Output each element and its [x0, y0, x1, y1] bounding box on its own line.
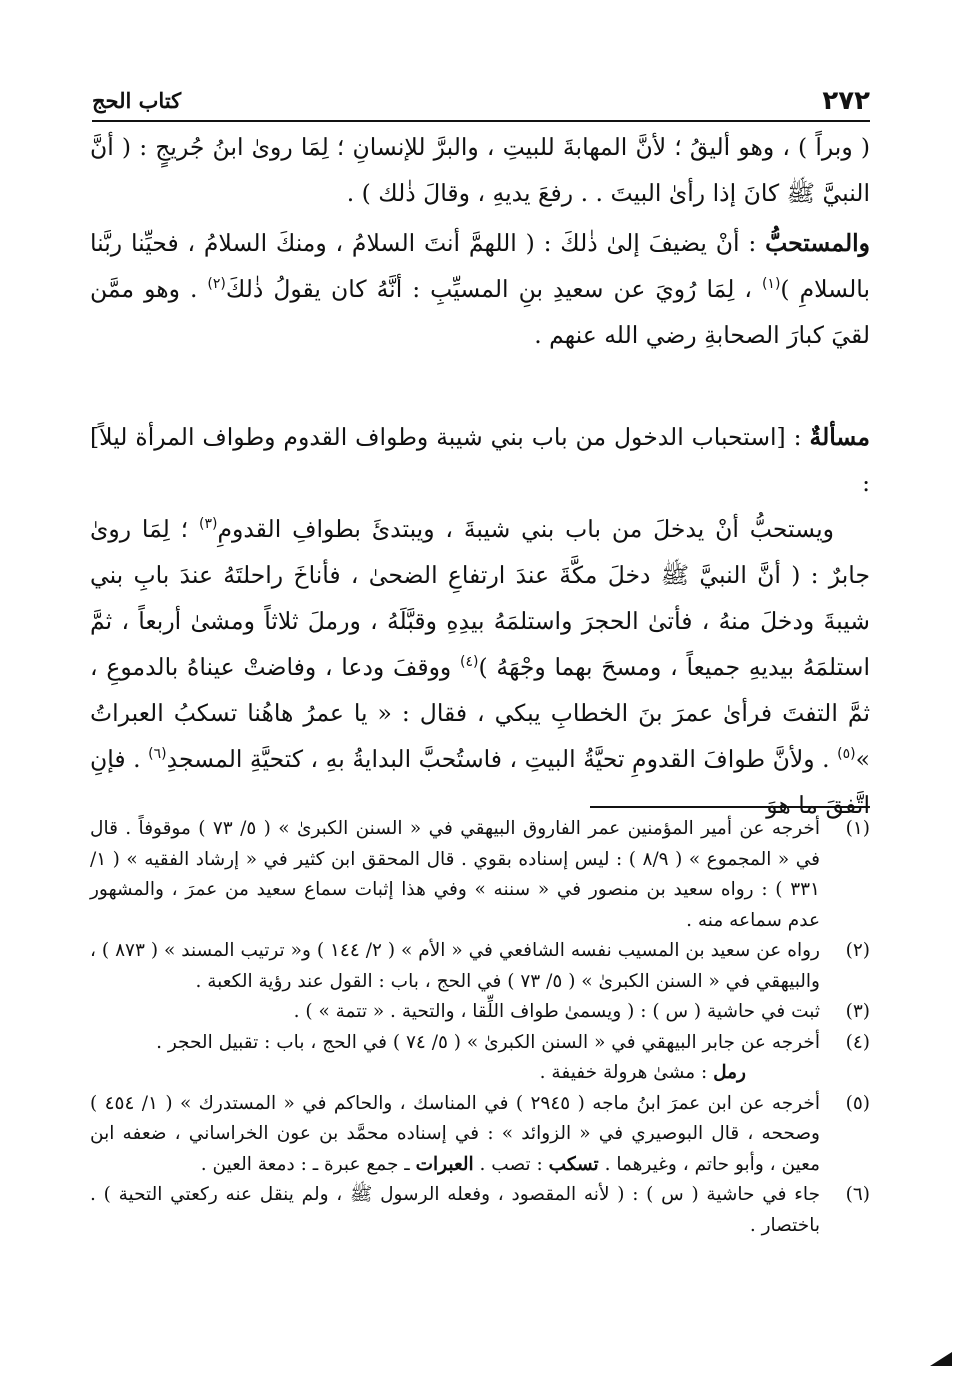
- footnote-number: (٣): [845, 1001, 870, 1022]
- footnote-text-a: أخرجه عن ابن عمرَ ابنُ ماجه ( ٢٩٤٥ ) في المناسك ، والحاكم في « المستدرك » ( ١/ ٤٥٤ ) وصححه ، قال البوصيري في « الزوائد » : في إسناده محمَّد بن عون الخراساني ، ضعفه ابن معين ، وأبو حاتم ، وغيرهما .: [90, 1092, 820, 1175]
- footnote-number: (١): [845, 818, 870, 839]
- paragraph-3-text-a: ويستحبُّ أنْ يدخلَ من باب بني شيبةَ ، ويبتدئَ بطوافِ القدومِ: [217, 515, 834, 543]
- footnote-separator: [590, 806, 870, 808]
- footnote-number: (٥): [845, 1092, 870, 1114]
- footnote-6: [90, 1180, 870, 1241]
- page-header: [92, 84, 870, 122]
- masala-heading: [90, 414, 870, 506]
- footnote-4: [90, 1028, 870, 1089]
- masala-title: : [استحباب الدخول من باب بني شيبة وطواف القدوم وطواف المرأة ليلاً] :: [90, 423, 870, 497]
- page-corner-mark: [930, 1352, 952, 1366]
- footnote-4-gloss: [90, 1058, 820, 1089]
- gloss-text: : مشىٰ هرولة خفيفة .: [539, 1062, 714, 1083]
- running-title: كتاب الحج: [92, 88, 182, 113]
- footnote-text: أخرجه عن أمير المؤمنين عمر الفاروق البيهقي في « السنن الكبرىٰ » ( ٥/ ٧٣ ) موقوفاً . قال في « المجموع » ( ٨/٩ ) : ليس إسناده بقوي . قال المحقق ابن كثير في « إرشاد الفقيه » ( ١/ ٣٣١ ) : رواه سعيد بن منصور في « سننه » وفي هذا إثبات سماع سعيد من عمرَ ، والمشهور عدم سماعه منه .: [90, 818, 820, 931]
- paragraph-2-text-a: : أنْ يضيفَ إلىٰ ذٰلكَ : ( اللهمَّ أنتَ السلامُ ، ومنكَ السلامُ ، فحيِّنا ربَّنا بالسلامِ ): [90, 229, 870, 303]
- gloss-label-2: العبرات: [415, 1153, 474, 1175]
- paragraph-2: [90, 220, 870, 358]
- paragraph-2-text-c: . وهو ممَّن لقيَ كبارَ الصحابةِ رضي الله عنهم .: [90, 275, 870, 349]
- page-number: ٢٧٢: [822, 86, 870, 116]
- paragraph-1: ( وبراً ) ، وهو أليقُ ؛ لأنَّ المهابةَ للبيتِ ، والبرَّ للإنسانِ ؛ لِمَا روىٰ ابنُ جُريجٍ : ( أنَّ النبيَّ ﷺ كانَ إذا رأىٰ البيتَ . . رفعَ يديهِ ، وقالَ ذٰلك ) .: [90, 133, 870, 207]
- footnote-ref-1[interactable]: (١): [761, 276, 781, 293]
- footnote-2: [90, 936, 870, 997]
- footnote-text: أخرجه عن جابر البيهقي في « السنن الكبرىٰ » ( ٥/ ٧٤ ) في الحج ، باب : تقبيل الحجر .: [156, 1031, 820, 1053]
- footnote-1: [90, 814, 870, 936]
- paragraph-3-text-c: ووقفَ ودعا ، وفاضتْ عيناهُ بالدموعِ ، ثمَّ التفتَ فرأىٰ عمرَ بنَ الخطابِ يبكي ، فقال : « يا عمرُ هاهُنا تسكبُ العبراتُ »: [90, 653, 870, 773]
- footnote-number: (٢): [845, 940, 870, 961]
- footnote-number: (٤): [845, 1031, 870, 1053]
- paragraph-3: [90, 506, 870, 828]
- footnote-ref-2[interactable]: (٢): [207, 276, 226, 293]
- footnote-text-c: ـ جمع عبرة ـ : دمعة العين .: [200, 1153, 416, 1175]
- paragraph-3-text-e: . فإنِ اتَّفقَ ما هوَ: [90, 745, 870, 819]
- footnote-text: رواه عن سعيد بن المسيب نفسه الشافعي في « الأم » ( ٢/ ١٤٤ ) و« ترتيب المسند » ( ٨٧٣ ) ، والبيهقي في « السنن الكبرىٰ » ( ٥/ ٧٣ ) في الحج ، باب : القول عند رؤية الكعبة .: [90, 940, 820, 992]
- footnote-number: (٦): [845, 1184, 870, 1205]
- footnote-ref-5[interactable]: (٥): [837, 746, 856, 763]
- footnotes: [90, 814, 870, 1241]
- paragraph-2-text-b: ، لِمَا رُويَ عن سعيدِ بنِ المسيِّبِ : أنَّهُ كان يقولُ ذٰلكَ: [225, 275, 762, 303]
- footnote-5: [90, 1089, 870, 1181]
- footnote-ref-3[interactable]: (٣): [198, 516, 218, 533]
- paragraph-3-text-d: . ولأنَّ طوافَ القدومِ تحيَّةُ البيتِ ، فاستُحبَّ البدايةُ بهِ ، كتحيَّةِ المسجدِ: [166, 745, 838, 773]
- gloss-label-1: تسكب: [548, 1153, 599, 1175]
- masala-label: مسألةٌ: [809, 423, 870, 451]
- footnote-ref-6[interactable]: (٦): [148, 746, 167, 763]
- gloss-label: رمل: [713, 1062, 746, 1083]
- main-text: [90, 124, 870, 828]
- paragraph-3-text-b: ؛ لِمَا روىٰ جابرٌ : ( أنَّ النبيَّ ﷺ دخلَ مكَّةَ عندَ ارتفاعِ الضحىٰ ، فأناخَ راحلتَهُ عندَ بابِ بني شيبةَ ودخلَ منهُ ، فأتىٰ الحجرَ واستلمَهُ بيدِهِ وقبَّلَهُ ، ورملَ ثلاثاً ومشىٰ أربعاً ، ثمَّ استلمَهُ بيديهِ جميعاً ، ومسحَ بهما وجْهَهُ ): [90, 515, 871, 681]
- footnote-text: جاء في حاشية ( س ) : ( لأنه المقصود ، وفعله الرسول ﷺ ، ولم ينقل عنه ركعتي التحية ) . باختصار .: [90, 1184, 820, 1236]
- footnote-ref-4[interactable]: (٤): [460, 654, 479, 671]
- footnote-text: ثبت في حاشية ( س ) : ( ويسمىٰ طواف اللِّقا ، والتحية . « تتمة » ) .: [293, 1001, 820, 1022]
- footnote-3: [90, 997, 870, 1028]
- paragraph-2-lead: والمستحبُّ: [765, 229, 870, 257]
- footnote-text-b: : تصب .: [473, 1153, 549, 1175]
